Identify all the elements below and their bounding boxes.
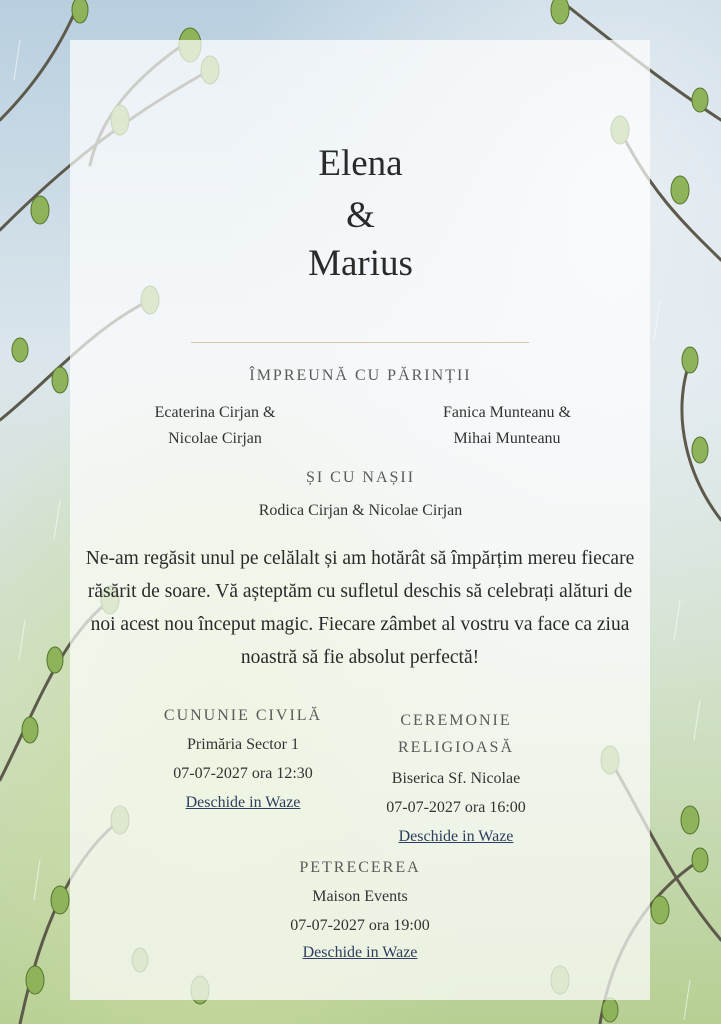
divider-line bbox=[191, 342, 529, 343]
invitation-message: Ne-am regăsit unul pe celălalt și am hotărât să împărțim mereu fiecare răsărit de soare. Vă așteptăm cu sufletul deschis să celebrați alături de noi acest nou început magic. Fiecare zâmbet al vostru va face ca ziua noastră să fie absolut perfectă! bbox=[85, 548, 635, 668]
groom-parent-1: Fanica Munteanu & bbox=[443, 404, 571, 421]
civil-venue: Primăria Sector 1 bbox=[187, 736, 299, 753]
bride-name: Elena bbox=[318, 143, 403, 184]
civil-ceremony-section bbox=[143, 707, 343, 812]
groom-parents bbox=[402, 400, 612, 452]
bride-parent-2: Nicolae Cirjan bbox=[168, 430, 262, 447]
ampersand: & bbox=[346, 195, 375, 236]
bride-parents bbox=[110, 400, 320, 452]
civil-datetime: 07-07-2027 ora 12:30 bbox=[173, 765, 313, 782]
bride-parent-1: Ecaterina Cirjan & bbox=[154, 404, 276, 421]
religious-venue: Biserica Sf. Nicolae bbox=[391, 770, 521, 787]
party-venue: Maison Events bbox=[312, 888, 408, 905]
party-title: PETRECEREA bbox=[299, 859, 421, 876]
religious-ceremony-title bbox=[356, 707, 556, 761]
civil-waze-link[interactable]: Deschide in Waze bbox=[185, 794, 301, 811]
religious-title-line2: RELIGIOASĂ bbox=[398, 739, 514, 756]
civil-ceremony-title: CUNUNIE CIVILĂ bbox=[163, 707, 323, 724]
religious-title-line1: CEREMONIE bbox=[400, 712, 512, 729]
party-section bbox=[260, 859, 460, 962]
groom-name: Marius bbox=[308, 243, 413, 284]
godparents-names: Rodica Cirjan & Nicolae Cirjan bbox=[258, 502, 463, 519]
religious-datetime: 07-07-2027 ora 16:00 bbox=[386, 799, 526, 816]
groom-parent-2: Mihai Munteanu bbox=[453, 430, 561, 447]
party-datetime: 07-07-2027 ora 19:00 bbox=[290, 917, 430, 934]
religious-ceremony-section bbox=[356, 707, 556, 846]
party-waze-link[interactable]: Deschide in Waze bbox=[302, 944, 418, 961]
religious-waze-link[interactable]: Deschide in Waze bbox=[398, 828, 514, 845]
godparents-heading: ȘI CU NAȘII bbox=[305, 469, 416, 486]
parents-heading: ÎMPREUNĂ CU PĂRINȚII bbox=[249, 367, 472, 384]
